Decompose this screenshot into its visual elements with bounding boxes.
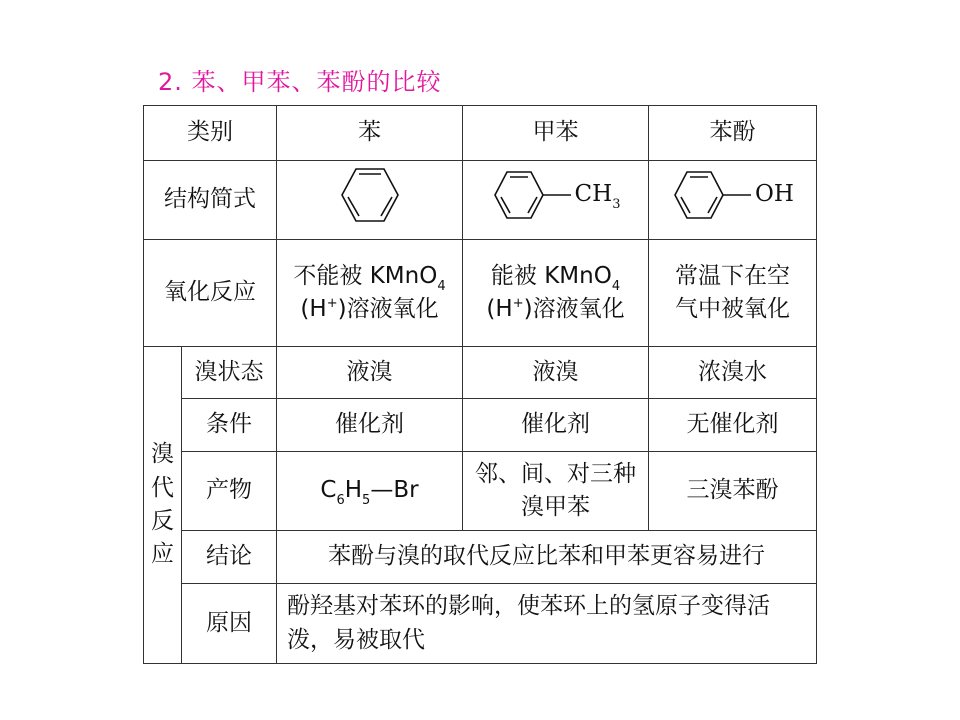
reason-text: 酚羟基对苯环的影响，使苯环上的氢原子变得活泼，易被取代 xyxy=(277,584,817,664)
toluene-ring-icon xyxy=(491,168,571,222)
table-row xyxy=(144,347,817,399)
table-row xyxy=(144,531,817,584)
conclusion-text: 苯酚与溴的取代反应比苯和甲苯更容易进行 xyxy=(277,531,817,584)
phenol-condition: 无催化剂 xyxy=(649,399,817,452)
row-label-product: 产物 xyxy=(182,452,277,531)
benzene-product: $C_6H_5—Br$ xyxy=(277,452,463,531)
header-toluene: 甲苯 xyxy=(463,106,649,161)
benzene-ring-icon xyxy=(338,164,402,226)
row-group-bromination: 溴 代 反 应 xyxy=(144,347,182,664)
row-label-condition: 条件 xyxy=(182,399,277,452)
row-label-structure: 结构简式 xyxy=(144,161,277,240)
row-label-oxidation: 氧化反应 xyxy=(144,240,277,347)
methyl-group: $CH_3$ xyxy=(574,181,621,213)
phenol-oxidation: 常温下在空 气中被氧化 xyxy=(649,240,817,347)
toluene-condition: 催化剂 xyxy=(463,399,649,452)
benzene-structure xyxy=(277,161,463,240)
toluene-reagent: 液溴 xyxy=(463,347,649,399)
hydroxyl-group: OH xyxy=(755,181,794,208)
page-title: 2. 苯、甲苯、苯酚的比较 xyxy=(158,68,442,96)
row-label-reagent: 溴状态 xyxy=(182,347,277,399)
table-row xyxy=(144,106,817,161)
table-row xyxy=(144,452,817,531)
header-category: 类别 xyxy=(144,106,277,161)
phenol-ring-icon xyxy=(671,168,751,222)
phenol-product: 三溴苯酚 xyxy=(649,452,817,531)
toluene-structure xyxy=(463,161,649,240)
table-row xyxy=(144,161,817,240)
header-benzene: 苯 xyxy=(277,106,463,161)
row-label-reason: 原因 xyxy=(182,584,277,664)
header-phenol: 苯酚 xyxy=(649,106,817,161)
benzene-condition: 催化剂 xyxy=(277,399,463,452)
table-row xyxy=(144,399,817,452)
row-label-conclusion: 结论 xyxy=(182,531,277,584)
phenol-structure xyxy=(649,161,817,240)
table-row xyxy=(144,240,817,347)
toluene-oxidation: 能被 KMnO$_4$ (H+)溶液氧化 xyxy=(463,240,649,347)
phenol-reagent: 浓溴水 xyxy=(649,347,817,399)
table-row xyxy=(144,584,817,664)
toluene-product: 邻、间、对三种 溴甲苯 xyxy=(463,452,649,531)
benzene-reagent: 液溴 xyxy=(277,347,463,399)
benzene-oxidation: 不能被 KMnO$_4$ (H+)溶液氧化 xyxy=(277,240,463,347)
comparison-table xyxy=(143,105,817,664)
